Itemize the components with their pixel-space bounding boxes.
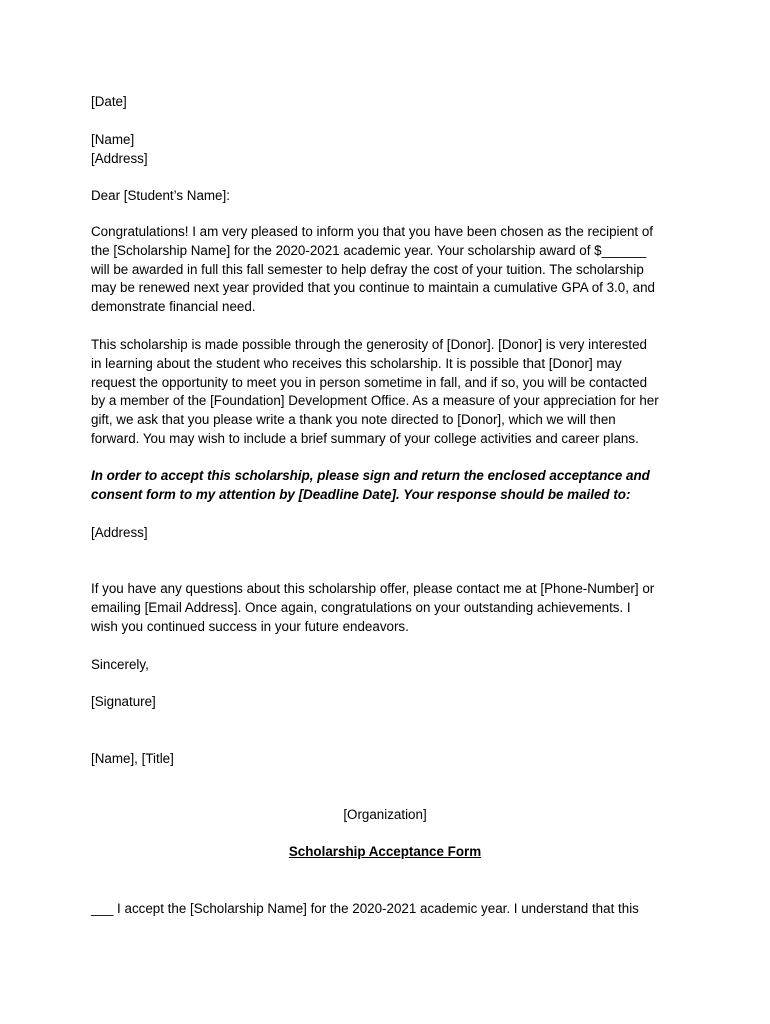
accept-line: ___ I accept the [Scholarship Name] for the 2020-2021 academic year. I understand that this — [91, 901, 639, 916]
paragraph-line: forward. You may wish to include a brief summary of your college activities and career plans. — [91, 430, 639, 446]
paragraph-line: consent form to my attention by [Deadline Date]. Your response should be mailed to: — [91, 486, 631, 502]
recipient-address: [Address] — [91, 151, 148, 166]
paragraph-line: in learning about the student who receives this scholarship. It is possible that [Donor] may — [91, 355, 622, 371]
signer-name-title: [Name], [Title] — [91, 751, 174, 766]
signature-placeholder: [Signature] — [91, 694, 156, 709]
paragraph-line: gift, we ask that you please write a thank you note directed to [Donor], which we will then — [91, 412, 616, 428]
salutation: Dear [Student’s Name]: — [91, 188, 230, 203]
paragraph-line: by a member of the [Foundation] Development Office. As a measure of your appreciation for her — [91, 393, 659, 409]
paragraph-line: In order to accept this scholarship, please sign and return the enclosed acceptance and — [91, 468, 650, 483]
paragraph-line: demonstrate financial need. — [91, 299, 256, 315]
organization: [Organization] — [343, 807, 427, 822]
paragraph-line: may be renewed next year provided that you continue to maintain a cumulative GPA of 3.0, and — [91, 280, 655, 296]
form-title-wrapper — [0, 842, 770, 861]
paragraph-congratulations — [91, 223, 691, 317]
paragraph-line: request the opportunity to meet you in person sometime in fall, and if so, you will be contacted — [91, 374, 648, 390]
form-title: Scholarship Acceptance Form — [288, 844, 482, 859]
paragraph-line: will be awarded in full this fall semester to help defray the cost of your tuition. The scholarship — [91, 261, 644, 277]
closing: Sincerely, — [91, 657, 149, 672]
date-line: [Date] — [91, 94, 127, 109]
paragraph-line: the [Scholarship Name] for the 2020-2021 academic year. Your scholarship award of $______ — [91, 242, 647, 258]
paragraph-line: If you have any questions about this scholarship offer, please contact me at [Phone-Number] or — [91, 581, 655, 596]
paragraph-acceptance-instructions — [91, 467, 691, 505]
paragraph-line: wish you continued success in your future endeavors. — [91, 618, 409, 634]
paragraph-donor — [91, 336, 691, 449]
paragraph-line: Congratulations! I am very pleased to inform you that you have been chosen as the recipient of — [91, 224, 653, 239]
mail-address: [Address] — [91, 525, 148, 540]
paragraph-line: This scholarship is made possible through the generosity of [Donor]. [Donor] is very interested — [91, 337, 647, 352]
paragraph-questions — [91, 580, 691, 636]
recipient-name: [Name] — [91, 132, 135, 147]
paragraph-line: emailing [Email Address]. Once again, congratulations on your outstanding achievements. I — [91, 599, 631, 615]
